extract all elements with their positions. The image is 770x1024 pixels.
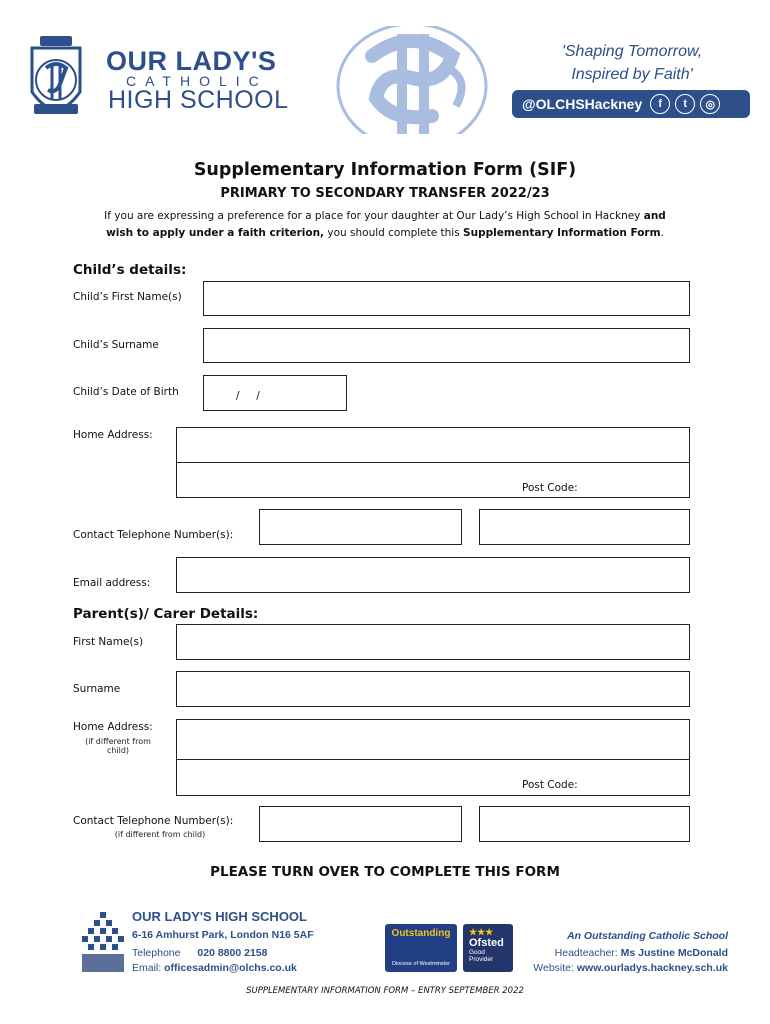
intro-end: .: [660, 227, 664, 239]
parent-surname-label: Surname: [73, 683, 121, 695]
ofsted-badge: [463, 924, 513, 972]
facebook-icon[interactable]: f: [650, 94, 670, 114]
telephone-field-1[interactable]: [259, 509, 462, 545]
footer-telephone-label: Telephone: [132, 947, 181, 959]
email-label: Email address:: [73, 577, 151, 589]
parent-telephone-field-1[interactable]: [259, 806, 462, 842]
parent-post-code-label: Post Code:: [522, 779, 578, 791]
form-intro: [60, 208, 710, 242]
child-dob-field[interactable]: [203, 375, 347, 411]
parent-telephone-label: Contact Telephone Number(s):: [73, 815, 234, 827]
crest-logo: [26, 34, 86, 128]
home-address-label: Home Address:: [73, 429, 153, 441]
parent-home-address-line1-field[interactable]: [176, 719, 690, 760]
form-title: Supplementary Information Form (SIF): [193, 160, 577, 180]
footer-address: 6-16 Amhurst Park, London N16 5AF: [132, 929, 314, 941]
badge-ofsted-sub2: Provider: [469, 956, 494, 963]
email-field[interactable]: [176, 557, 690, 593]
star-icon: ★★★: [469, 927, 494, 937]
motto-line1: 'Shaping Tomorrow,: [561, 43, 703, 60]
badge-outstanding-text: Outstanding: [391, 928, 451, 939]
badge-ofsted-sub1: Good: [469, 949, 485, 956]
child-details-heading: Child’s details:: [73, 262, 187, 278]
parent-home-address-note: (if different from child): [85, 737, 151, 755]
outstanding-badge: [385, 924, 457, 972]
badge-ofsted-text: Ofsted: [469, 937, 504, 949]
telephone-field-2[interactable]: [479, 509, 690, 545]
intro-text-2: you should complete this: [324, 227, 464, 239]
twitter-icon[interactable]: t: [675, 94, 695, 114]
intro-bold-2: wish to apply under a faith criterion,: [106, 227, 325, 239]
footer-note: SUPPLEMENTARY INFORMATION FORM – ENTRY SEPTEMBER 2022: [246, 986, 524, 996]
post-code-label: Post Code:: [522, 482, 578, 494]
footer-headteacher: [555, 947, 728, 959]
instagram-icon[interactable]: ◎: [700, 94, 720, 114]
child-first-name-label: Child’s First Name(s): [73, 291, 182, 303]
intro-bold-3: Supplementary Information Form: [463, 227, 661, 239]
telephone-label: Contact Telephone Number(s):: [73, 529, 234, 541]
parent-first-name-field[interactable]: [176, 624, 690, 660]
footer-website-link[interactable]: www.ourladys.hackney.sch.uk: [576, 962, 728, 974]
footer-pixel-logo: [82, 910, 124, 972]
turn-over-instruction: PLEASE TURN OVER TO COMPLETE THIS FORM: [210, 864, 560, 880]
child-surname-label: Child’s Surname: [73, 339, 159, 351]
footer-email-label: Email:: [132, 962, 162, 974]
footer-school-name: OUR LADY'S HIGH SCHOOL: [132, 909, 307, 924]
home-address-line1-field[interactable]: [176, 427, 690, 463]
footer-headteacher-label: Headteacher:: [554, 947, 618, 959]
monogram-logo: [332, 26, 492, 134]
school-name-line3: HIGH SCHOOL: [108, 86, 289, 114]
footer-tagline: An Outstanding Catholic School: [567, 930, 728, 942]
footer-telephone-value[interactable]: 020 8800 2158: [197, 947, 268, 959]
parent-first-name-label: First Name(s): [73, 636, 144, 648]
motto-line2: Inspired by Faith': [571, 66, 693, 83]
school-name-line1: OUR LADY'S: [106, 46, 277, 76]
school-name-line2: CATHOLIC: [126, 73, 268, 89]
parent-surname-field[interactable]: [176, 671, 690, 707]
intro-bold-1: and: [643, 210, 666, 222]
child-dob-label: Child’s Date of Birth: [73, 386, 179, 398]
child-first-name-field[interactable]: [203, 281, 690, 316]
social-bar: [512, 90, 750, 118]
footer-website: [533, 962, 728, 974]
form-subtitle: PRIMARY TO SECONDARY TRANSFER 2022/23: [220, 186, 550, 201]
child-surname-field[interactable]: [203, 328, 690, 363]
intro-text-1: If you are expressing a preference for a place for your daughter at Our Lady’s High School in Hackney: [104, 210, 644, 222]
parent-details-heading: Parent(s)/ Carer Details:: [73, 606, 259, 622]
home-address-line2-field[interactable]: [176, 462, 690, 498]
parent-home-address-line2-field[interactable]: [176, 759, 690, 796]
motto: [532, 40, 732, 86]
footer-headteacher-name: Ms Justine McDonald: [620, 947, 728, 959]
dob-separators: / /: [236, 390, 260, 402]
parent-telephone-note: (if different from child): [114, 830, 206, 839]
badge-outstanding-sub: Diocese of Westminster: [392, 961, 450, 967]
footer-email-value[interactable]: officesadmin@olchs.co.uk: [164, 962, 297, 974]
social-handle[interactable]: @OLCHSHackney: [522, 96, 643, 112]
footer-telephone: [132, 947, 267, 959]
footer-website-label: Website:: [533, 962, 574, 974]
parent-home-address-label: Home Address:: [73, 721, 153, 733]
footer-email: [132, 962, 297, 974]
parent-telephone-field-2[interactable]: [479, 806, 690, 842]
